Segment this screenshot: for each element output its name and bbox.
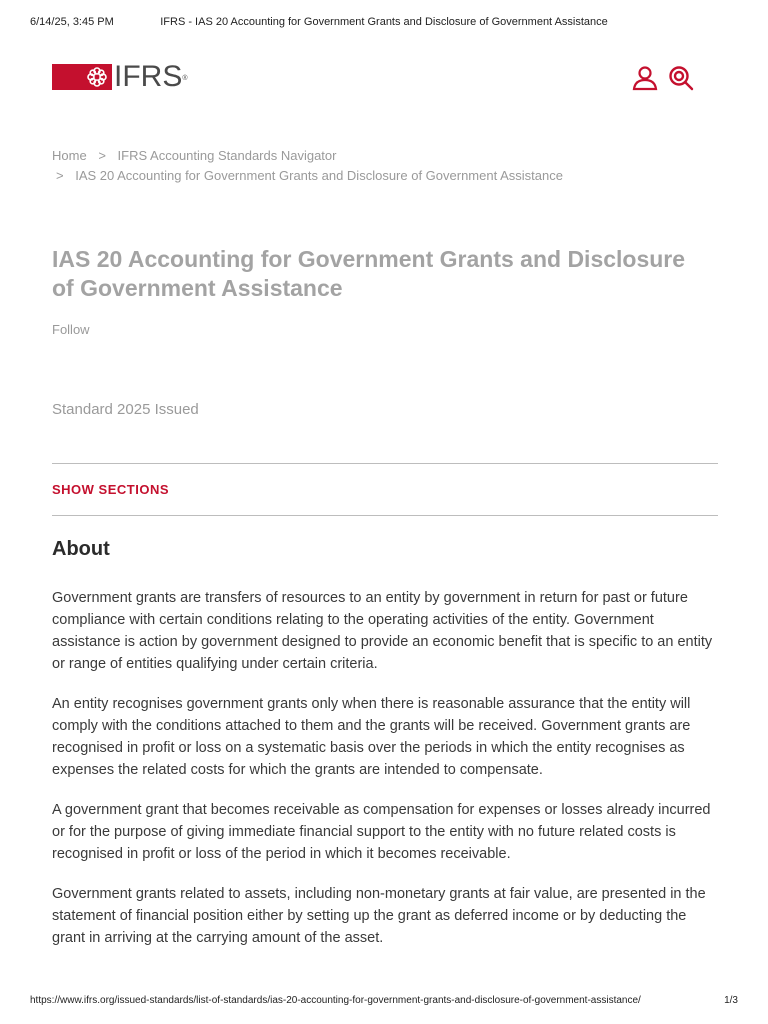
divider-bottom: [52, 515, 718, 516]
print-footer: [30, 995, 738, 1009]
breadcrumb: [52, 146, 563, 186]
logo-mark: [52, 64, 112, 90]
flower-logo-icon: [86, 66, 108, 88]
ifrs-logo[interactable]: [52, 60, 188, 93]
divider-top: [52, 463, 718, 464]
print-page-number: 1/3: [724, 995, 738, 1006]
follow-link[interactable]: Follow: [52, 322, 90, 337]
breadcrumb-home[interactable]: Home: [52, 148, 87, 163]
user-icon[interactable]: [631, 64, 659, 92]
standard-status: Standard 2025 Issued: [52, 401, 199, 418]
breadcrumb-navigator[interactable]: IFRS Accounting Standards Navigator: [117, 148, 337, 163]
about-paragraph: A government grant that becomes receivable as compensation for expenses or losses already incurred or for the purpose of giving immediate financial support to the entity with no future related costs is recognised in profit or loss of the period in which it becomes receivable.: [52, 802, 711, 862]
about-paragraph: An entity recognises government grants only when there is reasonable assurance that the entity will comply with the conditions attached to them and the grants will be received. Government grants are recognised in profit or loss on a systematic basis over the periods in which the entity recognises as expenses the related costs for which the grants are intended to compensate.: [52, 696, 691, 778]
print-title: IFRS - IAS 20 Accounting for Government Grants and Disclosure of Government Assistance: [160, 16, 608, 28]
logo-text: IFRS®: [114, 60, 188, 93]
about-content: [52, 587, 720, 967]
header-actions: [631, 64, 695, 92]
about-paragraph: Government grants related to assets, including non-monetary grants at fair value, are presented in the statement of financial position either by setting up the grant as deferred income or by deducting the grant in arriving at the carrying amount of the asset.: [52, 886, 706, 946]
show-sections-button[interactable]: SHOW SECTIONS: [52, 482, 170, 497]
breadcrumb-separator: >: [56, 168, 64, 183]
print-date: 6/14/25, 3:45 PM: [30, 16, 114, 28]
breadcrumb-separator: >: [98, 148, 106, 163]
print-header: [30, 16, 738, 30]
about-heading: About: [52, 538, 110, 560]
search-icon[interactable]: [667, 64, 695, 92]
page-title: IAS 20 Accounting for Government Grants and Disclosure of Government Assistance: [52, 246, 686, 301]
breadcrumb-current: IAS 20 Accounting for Government Grants and Disclosure of Government Assistance: [75, 168, 563, 183]
about-paragraph: Government grants are transfers of resources to an entity by government in return for past or future compliance with certain conditions relating to the operating activities of the entity. Government assistance is action by government designed to provide an economic benefit that is specific to an entity or range of entities qualifying under certain criteria.: [52, 590, 713, 672]
print-url: https://www.ifrs.org/issued-standards/list-of-standards/ias-20-accounting-for-government-grants-and-disclosure-of-government-assistance/: [30, 995, 641, 1006]
